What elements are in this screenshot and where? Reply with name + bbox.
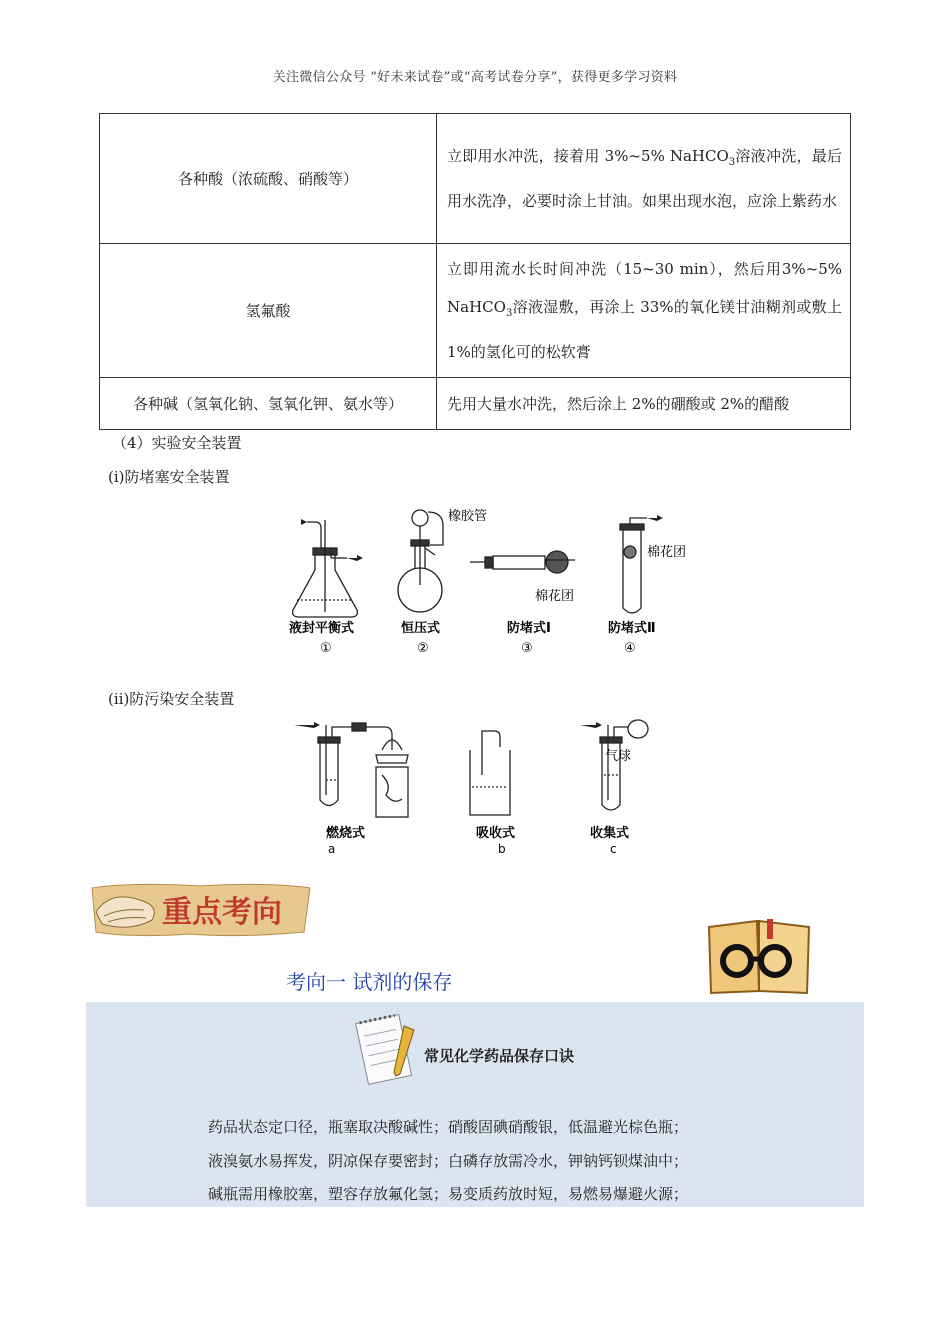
- substance-cell: 各种酸（浓硫酸、硝酸等）: [100, 114, 437, 244]
- device-label-4: 防堵式Ⅱ: [608, 621, 656, 636]
- device-label-a: 燃烧式: [326, 826, 366, 841]
- substance-cell: 各种碱（氢氧化钠、氢氧化钾、氨水等）: [100, 378, 437, 430]
- cotton-ball-label-4: 棉花团: [647, 545, 687, 560]
- key-points-banner: [90, 880, 312, 940]
- direction-title: 考向一 试剂的保存: [286, 970, 453, 994]
- device-label-2: 恒压式: [401, 621, 441, 636]
- table-row: [100, 114, 851, 244]
- notepad-pencil-icon: [352, 1010, 420, 1092]
- cotton-ball-label-3: 棉花团: [535, 589, 575, 604]
- page-header-note: 关注微信公众号 “好未来试卷”或“高考试卷分享”，获得更多学习资料: [272, 70, 678, 85]
- subsection-i-title: (ⅰ)防堵塞安全装置: [108, 468, 230, 486]
- method-cell: 立即用水冲洗，接着用 3%~5% NaHCO$_3$溶液冲洗，最后用水洗净，必要时涂上甘油。如果出现水泡，应涂上紫药水: [437, 114, 851, 244]
- device-letter-c: c: [610, 842, 617, 856]
- device-number-3: ③: [521, 641, 533, 656]
- balloon-label: 气球: [605, 749, 632, 764]
- rubber-tube-label: 橡胶管: [448, 509, 488, 524]
- device-number-4: ④: [624, 641, 636, 656]
- substance-cell: 氢氟酸: [100, 244, 437, 378]
- book-glasses-icon: [705, 917, 813, 997]
- mnemonic-line: 碱瓶需用橡胶塞，塑容存放氟化氢；易变质药放时短，易燃易爆避火源；: [208, 1185, 689, 1203]
- mnemonic-line: 药品状态定口径，瓶塞取决酸碱性；硝酸固碘硝酸银，低温避光棕色瓶；: [208, 1118, 689, 1136]
- method-cell: 先用大量水冲洗，然后涂上 2%的硼酸或 2%的醋酸: [437, 378, 851, 430]
- section-4-title: （4）实验安全装置: [112, 434, 242, 452]
- mnemonic-line: 液溴氨水易挥发，阴凉保存要密封；白磷存放需冷水，钾钠钙钡煤油中；: [208, 1152, 689, 1170]
- panel-title: 常见化学药品保存口诀: [424, 1047, 575, 1065]
- first-aid-table: [99, 113, 851, 430]
- device-letter-b: b: [498, 842, 506, 856]
- device-number-2: ②: [417, 641, 429, 656]
- device-label-c: 收集式: [590, 826, 630, 841]
- device-label-3: 防堵式Ⅰ: [507, 621, 551, 636]
- device-letter-a: a: [328, 842, 336, 856]
- device-label-b: 吸收式: [476, 826, 516, 841]
- banner-text: 重点考向: [162, 895, 282, 930]
- anti-pollution-devices-figure: [290, 715, 650, 860]
- device-number-1: ①: [320, 641, 332, 656]
- method-cell: 立即用流水长时间冲洗（15~30 min），然后用3%~5% NaHCO$_3$溶液湿敷，再涂上 33%的氧化镁甘油糊剂或敷上 1%的氢化可的松软膏: [437, 244, 851, 378]
- storage-mnemonic-panel: [86, 1002, 864, 1207]
- table-row: [100, 378, 851, 430]
- subsection-ii-title: (ⅱ)防污染安全装置: [108, 690, 235, 708]
- table-row: [100, 244, 851, 378]
- anti-clog-devices-figure: [285, 500, 695, 660]
- device-label-1: 液封平衡式: [289, 621, 355, 636]
